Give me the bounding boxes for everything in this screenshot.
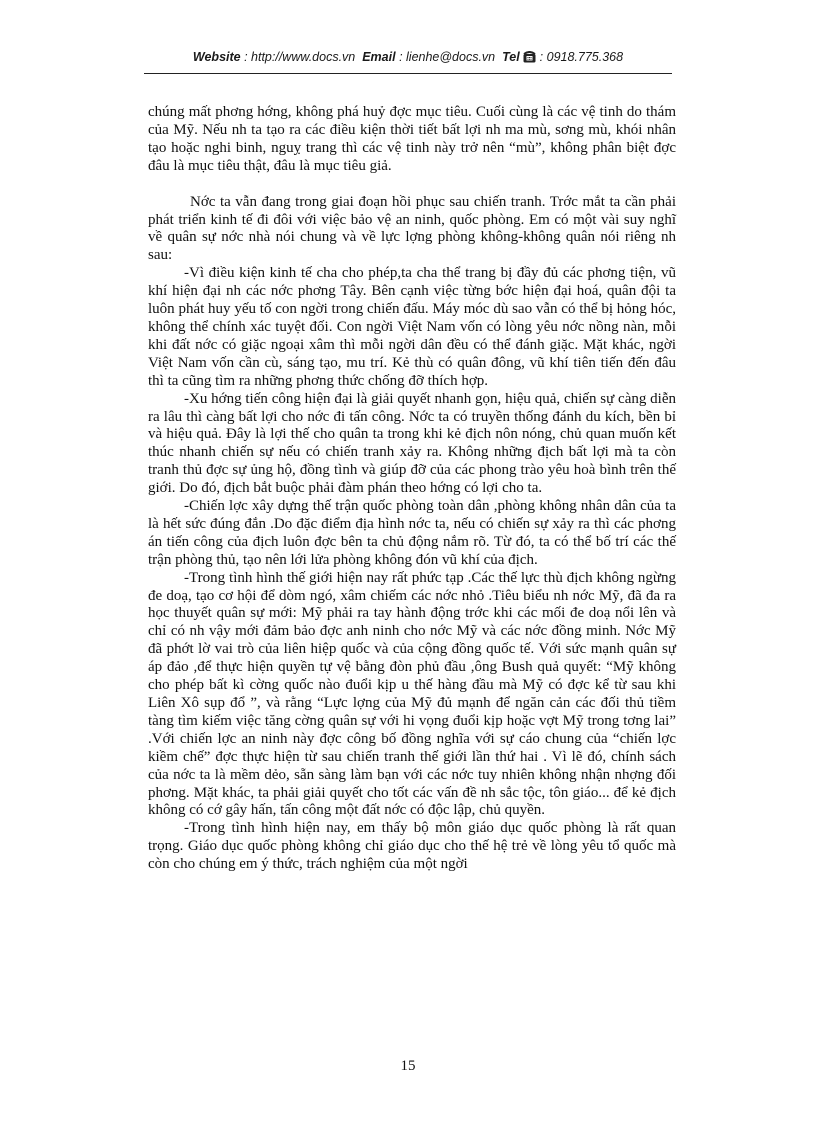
website-value: : http://www.docs.vn	[244, 50, 356, 64]
phone-icon	[523, 51, 536, 66]
page-number: 15	[400, 1058, 416, 1074]
tel-value: : 0918.775.368	[539, 50, 624, 64]
paragraph-1: chúng mất phơng hớng, không phá huỷ đợc mục tiêu. Cuối cùng là các vệ tinh do thám của Mỹ. Nếu nh ta tạo ra các điều kiện thời tiết bất lợi nh ma mù, sơng mù, khói nhân tạo hoặc nghi binh, nguỵ trang thì các vệ tinh này trở nên “mù”, không phân biệt đợc đâu là mục tiêu thật, đâu là mục tiêu giả.	[148, 104, 676, 174]
header-divider	[144, 73, 672, 74]
paragraph-6: -Trong tình hình thế giới hiện nay rất phức tạp .Các thế lực thù địch không ngừng đe doạ, tạo cơ hội để dòm ngó, xâm chiếm các nớc nhỏ .Tiêu biểu nh nớc Mỹ, đã đa ra học thuyết quân sự mới: Mỹ phải ra tay hành động trớc khi các mối đe doạ nổi lên và chỉ có nh vậy mới đảm bảo đợc anh ninh cho nớc Mỹ và các nớc đồng minh. Nớc Mỹ đã phớt lờ vai trò của liên hiệp quốc và của cộng đồng quốc tế. Với sức mạnh quân sự áp đảo ,để thực hiện quyền tự vệ bằng đòn phủ đầu ,ông Bush quả quyết: “Mỹ không cho phép bất kì cờng quốc nào đuổi kịp u thế hàng đầu mà Mỹ có đợc kể từ sau khi Liên Xô sụp đổ ”, và rằng “Lực lợng của Mỹ đủ mạnh để ngăn cản các đối thủ tiềm tàng tìm kiếm việc tăng cờng quân sự với hi vọng đuổi kịp hoặc vợt Mỹ trong tơng lai” .Với chiến lợc an ninh này đợc công bố đồng nghĩa với sự cáo chung của “chiến lợc kiềm chế” đợc thực hiện từ sau chiến tranh thế giới lần thứ hai . Vì lẽ đó, chính sách của nớc ta là mềm dẻo, sẵn sàng làm bạn với các nớc tuy nhiên không nhận nhợng đối phơng. Mặt khác, ta phải giải quyết cho tốt các vấn đề nh sắc tộc, tôn giáo... để kẻ địch không có cớ gây hấn, tấn công một đất nớc có độc lập, chủ quyền.	[148, 569, 676, 819]
paragraph-3: -Vì điều kiện kinh tế cha cho phép,ta cha thể trang bị đầy đủ các phơng tiện, vũ khí hiện đại nh các nớc phơng Tây. Bên cạnh việc từng bớc hiện đại hoá, quân đội ta luôn phát huy yếu tố con ngời trong chiến đấu. Máy móc dù sao vẫn có thể bị hỏng hóc, không thể chính xác tuyệt đối. Con ngời Việt Nam vốn có lòng yêu nớc nồng nàn, mỗi khi đất nớc có giặc ngoại xâm thì mỗi ngời dân đều có thể đánh giặc. Mặt khác, ngời Việt Nam vốn cần cù, sáng tạo, mu trí. Kẻ thù có quân đông, vũ khí tiên tiến đến đâu thì ta cũng tìm ra những phơng thức chống đỡ thích hợp.	[148, 265, 676, 389]
tel-label: Tel	[502, 50, 520, 64]
website-label: Website	[192, 50, 241, 64]
paragraph-2: Nớc ta vẫn đang trong giai đoạn hồi phục sau chiến tranh. Trớc mắt ta cần phải phát triển kinh tế đi đôi với việc bảo vệ an ninh, quốc phòng. Em có một vài suy nghĩ về quân sự nớc nhà nói chung và về lực lợng phòng không-không quân nói riêng nh sau:	[148, 193, 676, 264]
email-value: : lienhe@docs.vn	[399, 50, 496, 64]
paragraph-4: -Xu hớng tiến công hiện đại là giải quyết nhanh gọn, hiệu quả, chiến sự càng diễn ra lâu thì càng bất lợi cho nớc đi tấn công. Nớc ta có truyền thống đánh du kích, bền bỉ và hiệu quả. Đây là lợi thế cho quân ta trong khi kẻ địch nôn nóng, chủ quan muốn kết thúc nhanh chiến sự nếu có chiến tranh xảy ra. Không những địch bất lợi mà ta còn tranh thủ đợc sự ủng hộ, đồng tình và giúp đỡ của các phong trào yêu hoà bình trên thế giới. Do đó, địch bắt buộc phải đàm phán theo hớng có lợi cho ta.	[148, 390, 676, 497]
paragraph-5: -Chiến lợc xây dựng thế trận quốc phòng toàn dân ,phòng không nhân dân của ta là hết sức đúng đắn .Do đặc điểm địa hình nớc ta, nếu có chiến sự xảy ra thì các phơng án tiến công của địch luôn đợc bên ta chủ động nắm rõ. Từ đó, ta có thể bố trí các thế trận phòng thủ, tạo nên lới lửa phòng không đón vũ khí của địch.	[148, 498, 676, 568]
body-text	[148, 104, 676, 874]
email-label: Email	[362, 50, 396, 64]
paragraph-7: -Trong tình hình hiện nay, em thấy bộ môn giáo dục quốc phòng là rất quan trọng. Giáo dục quốc phòng không chỉ giáo dục cho thế hệ trẻ về lòng yêu tổ quốc mà còn cho chúng em ý thức, trách nghiệm của một ngời	[148, 820, 676, 873]
page-header	[144, 50, 672, 66]
